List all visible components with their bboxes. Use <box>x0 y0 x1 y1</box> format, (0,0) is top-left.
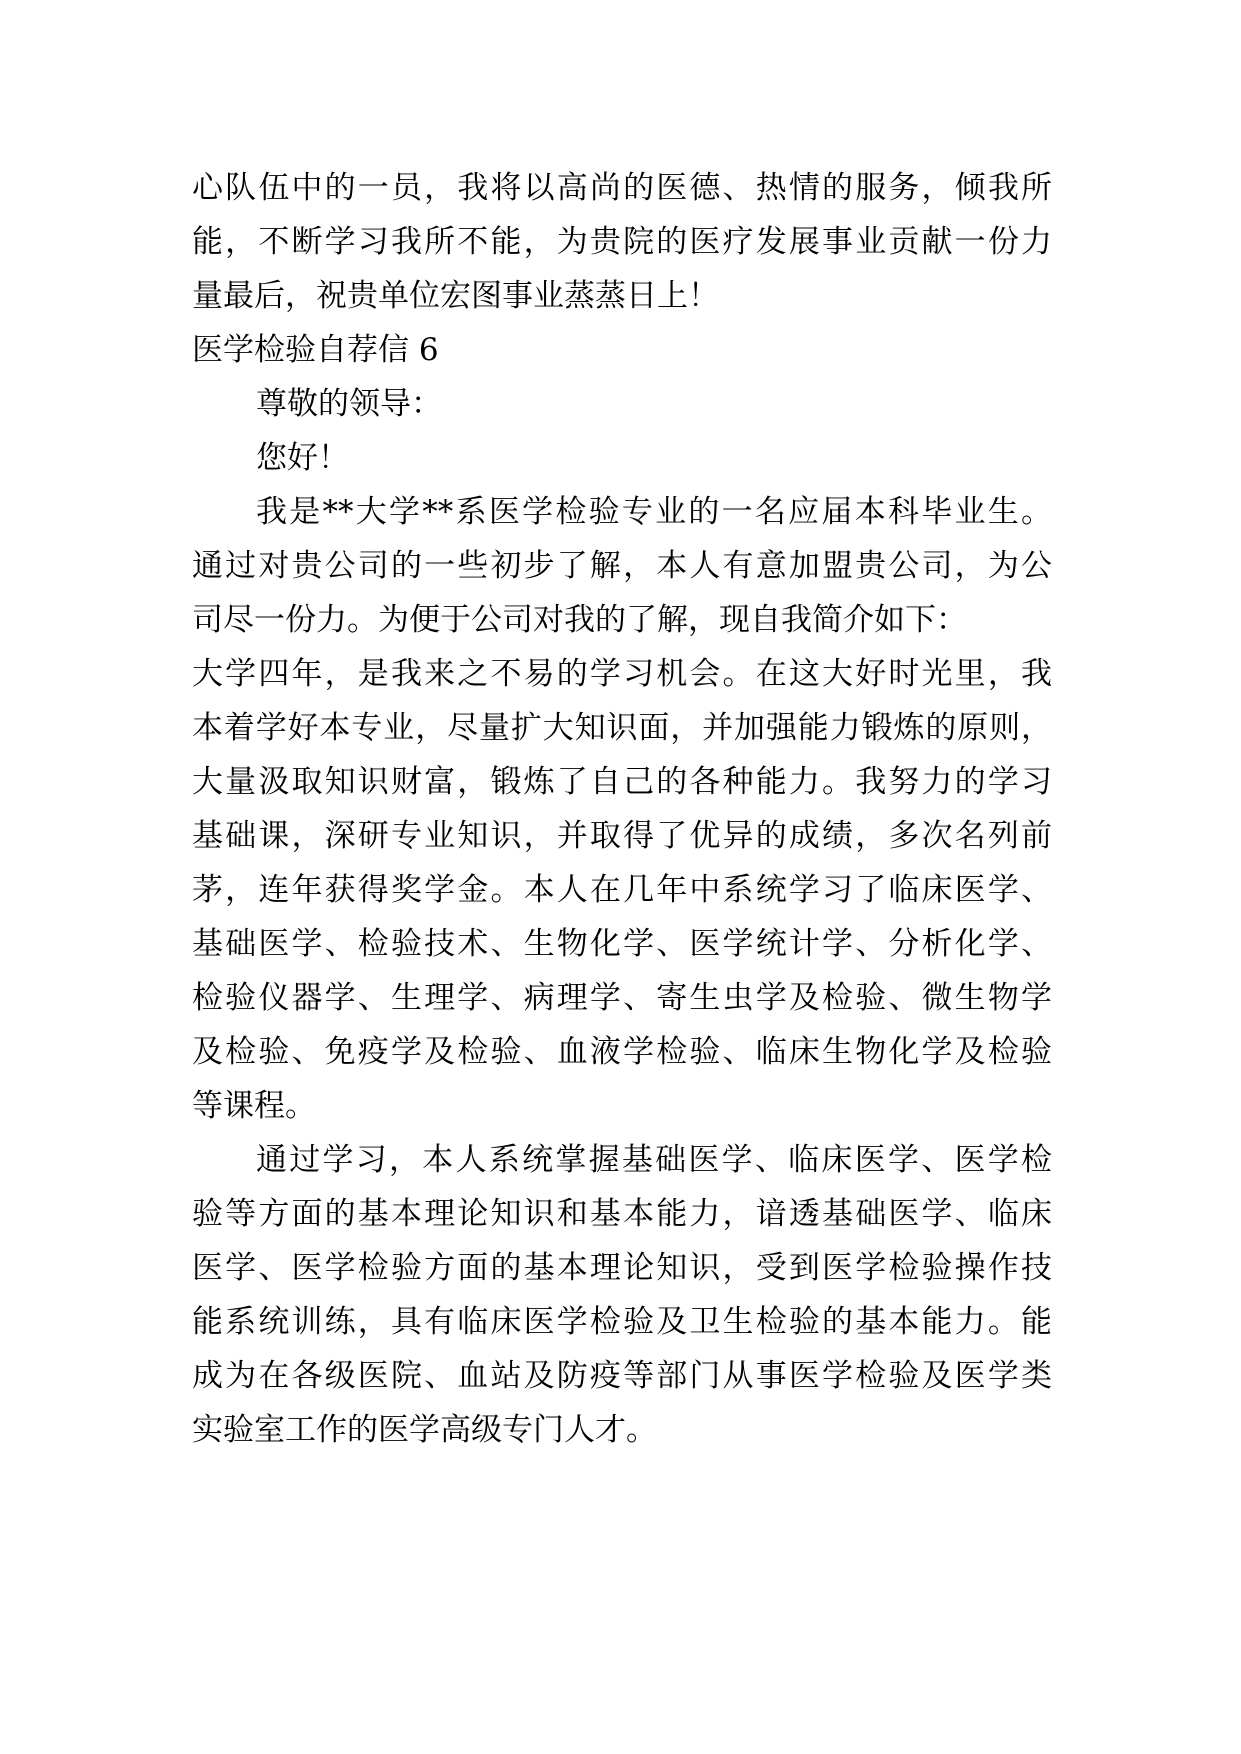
text-line: 我是**大学**系医学检验专业的一名应届本科毕业生。 <box>256 494 1052 530</box>
text-line: 等课程。 <box>192 1088 316 1124</box>
text-line: 司尽一份力。为便于公司对我的了解，现自我简介如下： <box>192 602 967 638</box>
text-line: 医学、医学检验方面的基本理论知识，受到医学检验操作技 <box>192 1250 1052 1286</box>
text-line: 大学四年，是我来之不易的学习机会。在这大好时光里，我 <box>192 656 1052 692</box>
text-line: 成为在各级医院、血站及防疫等部门从事医学检验及医学类 <box>192 1358 1052 1394</box>
text-line: 本着学好本专业，尽量扩大知识面，并加强能力锻炼的原则， <box>192 710 1052 746</box>
text-line: 基础医学、检验技术、生物化学、医学统计学、分析化学、 <box>192 926 1052 962</box>
text-line: 基础课，深研专业知识，并取得了优异的成绩，多次名列前 <box>192 818 1052 854</box>
text-line: 大量汲取知识财富，锻炼了自己的各种能力。我努力的学习 <box>192 764 1052 800</box>
text-line: 能，不断学习我所不能，为贵院的医疗发展事业贡献一份力 <box>192 224 1052 260</box>
text-line: 茅，连年获得奖学金。本人在几年中系统学习了临床医学、 <box>192 872 1052 908</box>
text-line: 检验仪器学、生理学、病理学、寄生虫学及检验、微生物学 <box>192 980 1052 1016</box>
text-line: 验等方面的基本理论知识和基本能力，谙透基础医学、临床 <box>192 1196 1052 1232</box>
greeting: 您好！ <box>256 440 349 476</box>
salutation: 尊敬的领导： <box>256 386 442 422</box>
text-line: 及检验、免疫学及检验、血液学检验、临床生物化学及检验 <box>192 1034 1052 1070</box>
text-line: 通过学习，本人系统掌握基础医学、临床医学、医学检 <box>256 1142 1052 1178</box>
section-title: 医学检验自荐信 6 <box>192 332 439 368</box>
text-line: 量最后，祝贵单位宏图事业蒸蒸日上！ <box>192 278 719 314</box>
text-line: 能系统训练，具有临床医学检验及卫生检验的基本能力。能 <box>192 1304 1052 1340</box>
text-line: 通过对贵公司的一些初步了解，本人有意加盟贵公司，为公 <box>192 548 1052 584</box>
text-line: 实验室工作的医学高级专门人才。 <box>192 1412 657 1448</box>
text-line: 心队伍中的一员，我将以高尚的医德、热情的服务，倾我所 <box>192 170 1052 206</box>
